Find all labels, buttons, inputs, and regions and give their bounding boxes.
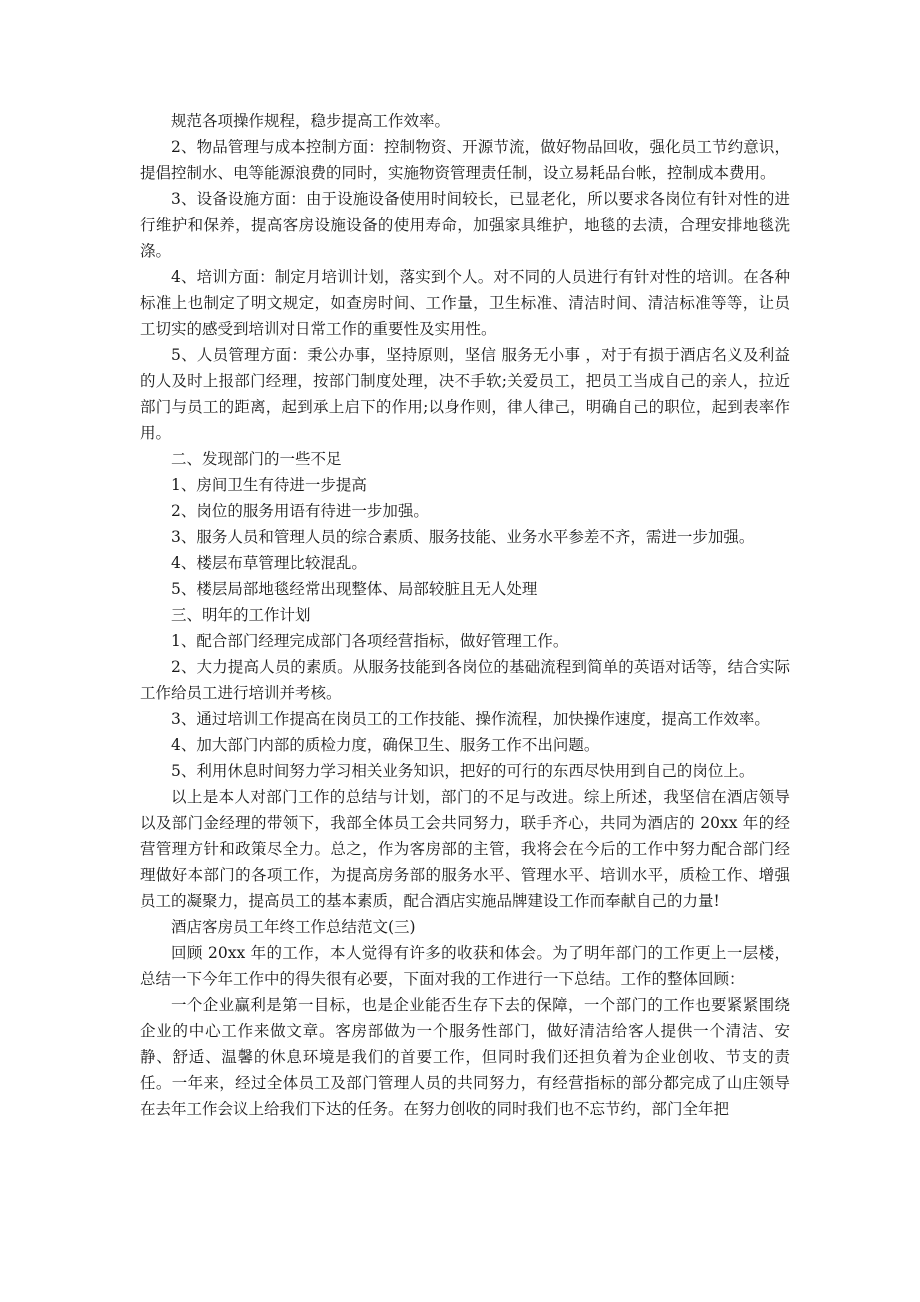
list-item: 1、配合部门经理完成部门各项经营指标，做好管理工作。 [171,632,569,650]
list-item: 5、利用休息时间努力学习相关业务知识，把好的可行的东西尽快用到自己的岗位上。 [171,762,755,780]
document-body [140,108,790,1122]
paragraph: 以上是本人对部门工作的总结与计划，部门的不足与改进。综上所述，我坚信在酒店领导以及部门金经理的带领下，我部全体员工会共同努力，联手齐心，共同为酒店的 20xx 年的经营管理方针和政策尽全力。总之，作为客房部的主管，我将会在今后的工作中努力配合部门经理做好本部门的各项工作，为提高房务部的服务水平、管理水平、培训水平，质检工作、增强员工的凝聚力，提高员工的基本素质，配合酒店实施品牌建设工作而奉献自己的力量! [140,788,790,910]
section-heading: 三、明年的工作计划 [171,606,311,624]
article-title: 酒店客房员工年终工作总结范文(三) [171,918,416,936]
list-item: 4、加大部门内部的质检力度，确保卫生、服务工作不出问题。 [171,736,600,754]
list-item: 5、楼层局部地毯经常出现整体、局部较脏且无人处理 [171,580,538,598]
list-item: 3、服务人员和管理人员的综合素质、服务技能、业务水平参差不齐，需进一步加强。 [171,528,755,546]
paragraph: 2、物品管理与成本控制方面：控制物资、开源节流，做好物品回收，强化员工节约意识，提倡控制水、电等能源浪费的同时，实施物资管理责任制，设立易耗品台帐，控制成本费用。 [140,138,790,182]
list-item: 2、大力提高人员的素质。从服务技能到各岗位的基础流程到简单的英语对话等，结合实际工作给员工进行培训并考核。 [140,658,790,702]
paragraph: 5、人员管理方面：秉公办事，坚持原则，坚信 服务无小事 ，对于有损于酒店名义及利益的人及时上报部门经理，按部门制度处理，决不手软;关爱员工，把员工当成自己的亲人，拉近部门与员工的距离，起到承上启下的作用;以身作则，律人律己，明确自己的职位，起到表率作用。 [140,346,790,442]
paragraph: 回顾 20xx 年的工作，本人觉得有许多的收获和体会。为了明年部门的工作更上一层楼，总结一下今年工作中的得失很有必要，下面对我的工作进行一下总结。工作的整体回顾： [140,944,790,988]
list-item: 3、通过培训工作提高在岗员工的工作技能、操作流程，加快操作速度，提高工作效率。 [171,710,770,728]
section-heading: 二、发现部门的一些不足 [171,450,342,468]
paragraph: 3、设备设施方面：由于设施设备使用时间较长，已显老化，所以要求各岗位有针对性的进行维护和保养，提高客房设施设备的使用寿命，加强家具维护，地毯的去渍，合理安排地毯洗涤。 [140,190,790,260]
paragraph: 规范各项操作规程，稳步提高工作效率。 [171,112,451,130]
paragraph: 一个企业赢利是第一目标，也是企业能否生存下去的保障，一个部门的工作也要紧紧围绕企业的中心工作来做文章。客房部做为一个服务性部门，做好清洁给客人提供一个清洁、安静、舒适、温馨的休息环境是我们的首要工作，但同时我们还担负着为企业创收、节支的责任。一年来，经过全体员工及部门管理人员的共同努力，有经营指标的部分都完成了山庄领导在去年工作会议上给我们下达的任务。在努力创收的同时我们也不忘节约，部门全年把 [140,996,790,1118]
list-item: 2、岗位的服务用语有待进一步加强。 [171,502,429,520]
paragraph: 4、培训方面：制定月培训计划，落实到个人。对不同的人员进行有针对性的培训。在各种标准上也制定了明文规定，如查房时间、工作量，卫生标准、清洁时间、清洁标准等等，让员工切实的感受到培训对日常工作的重要性及实用性。 [140,268,790,338]
list-item: 1、房间卫生有待进一步提高 [171,476,367,494]
list-item: 4、楼层布草管理比较混乱。 [171,554,367,572]
